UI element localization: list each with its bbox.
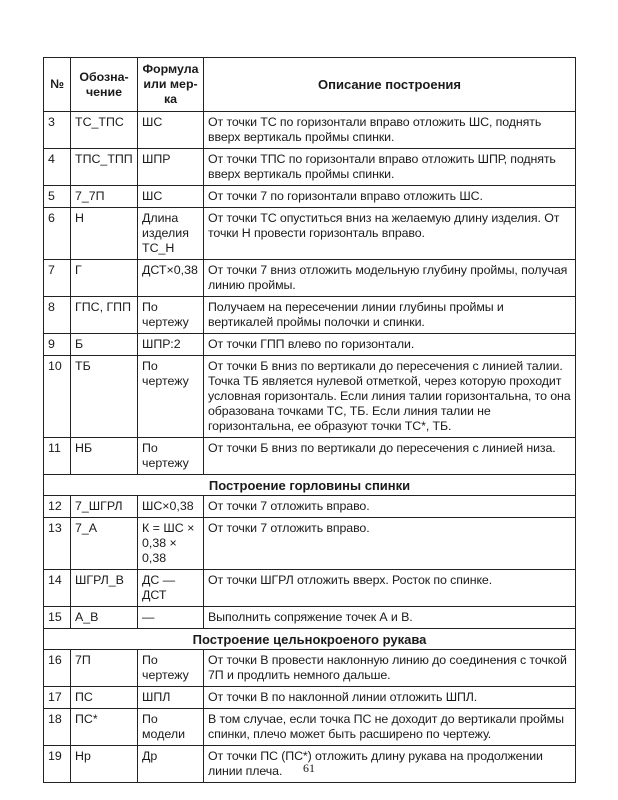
row-num: 11 [44, 438, 71, 475]
header-description: Описание построения [204, 58, 576, 112]
table-row [44, 709, 576, 746]
row-description: Получаем на пересечении линии глубины проймы и вертикалей проймы полочки и спинки. [204, 297, 576, 334]
row-description: От точки 7 вниз отложить модельную глубину проймы, получая линию проймы. [204, 260, 576, 297]
row-num: 17 [44, 687, 71, 709]
row-formula: ШПР:2 [138, 334, 204, 356]
row-formula: ДСТ×0,38 [138, 260, 204, 297]
row-designation: А_В [71, 607, 138, 629]
row-description: От точки ШГРЛ отложить вверх. Росток по спинке. [204, 570, 576, 607]
row-description: От точки ТС по горизонтали вправо отложить ШС, поднять вверх вертикаль проймы спинки. [204, 112, 576, 149]
table-row [44, 496, 576, 518]
row-formula: К = ШС × 0,38 × 0,38 [138, 518, 204, 570]
row-designation: ГПС, ГПП [71, 297, 138, 334]
row-num: 13 [44, 518, 71, 570]
row-num: 19 [44, 746, 71, 783]
table-row [44, 687, 576, 709]
row-designation: 7_А [71, 518, 138, 570]
row-designation: ТС_ТПС [71, 112, 138, 149]
row-num: 18 [44, 709, 71, 746]
header-designation: Обозна-чение [71, 58, 138, 112]
header-num: № [44, 58, 71, 112]
row-designation: 7_7П [71, 186, 138, 208]
row-formula: По чертежу [138, 438, 204, 475]
row-formula: ШПР [138, 149, 204, 186]
row-designation: 7П [71, 650, 138, 687]
row-designation: ШГРЛ_В [71, 570, 138, 607]
table-row [44, 260, 576, 297]
row-description: Выполнить сопряжение точек А и В. [204, 607, 576, 629]
row-description: От точки 7 по горизонтали вправо отложить ШС. [204, 186, 576, 208]
row-designation: ПС [71, 687, 138, 709]
construction-table [43, 57, 576, 783]
section-title: Построение горловины спинки [44, 475, 576, 496]
row-num: 15 [44, 607, 71, 629]
row-designation: Г [71, 260, 138, 297]
row-formula: ШС [138, 112, 204, 149]
section-row [44, 629, 576, 650]
table-row [44, 438, 576, 475]
row-formula: ШПЛ [138, 687, 204, 709]
row-designation: Нр [71, 746, 138, 783]
row-formula: Длина изделия ТС_Н [138, 208, 204, 260]
row-num: 14 [44, 570, 71, 607]
section-title: Построение цельнокроеного рукава [44, 629, 576, 650]
row-designation: НБ [71, 438, 138, 475]
row-description: От точки 7 отложить вправо. [204, 496, 576, 518]
row-formula: По чертежу [138, 297, 204, 334]
row-formula: ШС×0,38 [138, 496, 204, 518]
header-formula: Формула или мер-ка [138, 58, 204, 112]
row-formula: По модели [138, 709, 204, 746]
table-row [44, 334, 576, 356]
row-description: От точки Б вниз по вертикали до пересечения с линией низа. [204, 438, 576, 475]
row-formula: По чертежу [138, 356, 204, 438]
row-designation: ПС* [71, 709, 138, 746]
row-description: От точки ГПП влево по горизонтали. [204, 334, 576, 356]
row-num: 16 [44, 650, 71, 687]
row-description: От точки 7 отложить вправо. [204, 518, 576, 570]
row-num: 10 [44, 356, 71, 438]
table-row [44, 112, 576, 149]
row-designation: ТБ [71, 356, 138, 438]
row-description: От точки В по наклонной линии отложить ШПЛ. [204, 687, 576, 709]
row-description: От точки ПС (ПС*) отложить длину рукава на продолжении линии плеча. [204, 746, 576, 783]
table-row [44, 149, 576, 186]
row-formula: ДС — ДСТ [138, 570, 204, 607]
row-num: 9 [44, 334, 71, 356]
table-row [44, 356, 576, 438]
table-header-row [44, 58, 576, 112]
row-description: От точки Б вниз по вертикали до пересечения с линией талии. Точка ТБ является нулевой отметкой, через которую проходит условная горизонталь. Если линия талии горизонтальна, то она образована точками ТС, ТБ. Если линия талии не горизонтальна, ее образуют точки ТС*, ТБ. [204, 356, 576, 438]
section-row [44, 475, 576, 496]
row-num: 8 [44, 297, 71, 334]
row-designation: Б [71, 334, 138, 356]
row-formula: ШС [138, 186, 204, 208]
page-number: 61 [303, 761, 315, 775]
row-description: От точки ТС опуститься вниз на желаемую длину изделия. От точки Н провести горизонталь вправо. [204, 208, 576, 260]
row-formula: — [138, 607, 204, 629]
table-row [44, 186, 576, 208]
row-num: 4 [44, 149, 71, 186]
row-description: От точки В провести наклонную линию до соединения с точкой 7П и продлить немного дальше. [204, 650, 576, 687]
row-designation: Н [71, 208, 138, 260]
row-num: 6 [44, 208, 71, 260]
table-row [44, 297, 576, 334]
table-row [44, 518, 576, 570]
table-row [44, 570, 576, 607]
row-num: 3 [44, 112, 71, 149]
row-description: От точки ТПС по горизонтали вправо отложить ШПР, поднять вверх вертикаль проймы спинки. [204, 149, 576, 186]
row-designation: ТПС_ТПП [71, 149, 138, 186]
table-row [44, 607, 576, 629]
table-row [44, 208, 576, 260]
row-num: 5 [44, 186, 71, 208]
row-designation: 7_ШГРЛ [71, 496, 138, 518]
row-formula: По чертежу [138, 650, 204, 687]
table-row [44, 650, 576, 687]
row-num: 7 [44, 260, 71, 297]
row-num: 12 [44, 496, 71, 518]
row-description: В том случае, если точка ПС не доходит до вертикали проймы спинки, плечо может быть расширено по чертежу. [204, 709, 576, 746]
row-formula: Др [138, 746, 204, 783]
